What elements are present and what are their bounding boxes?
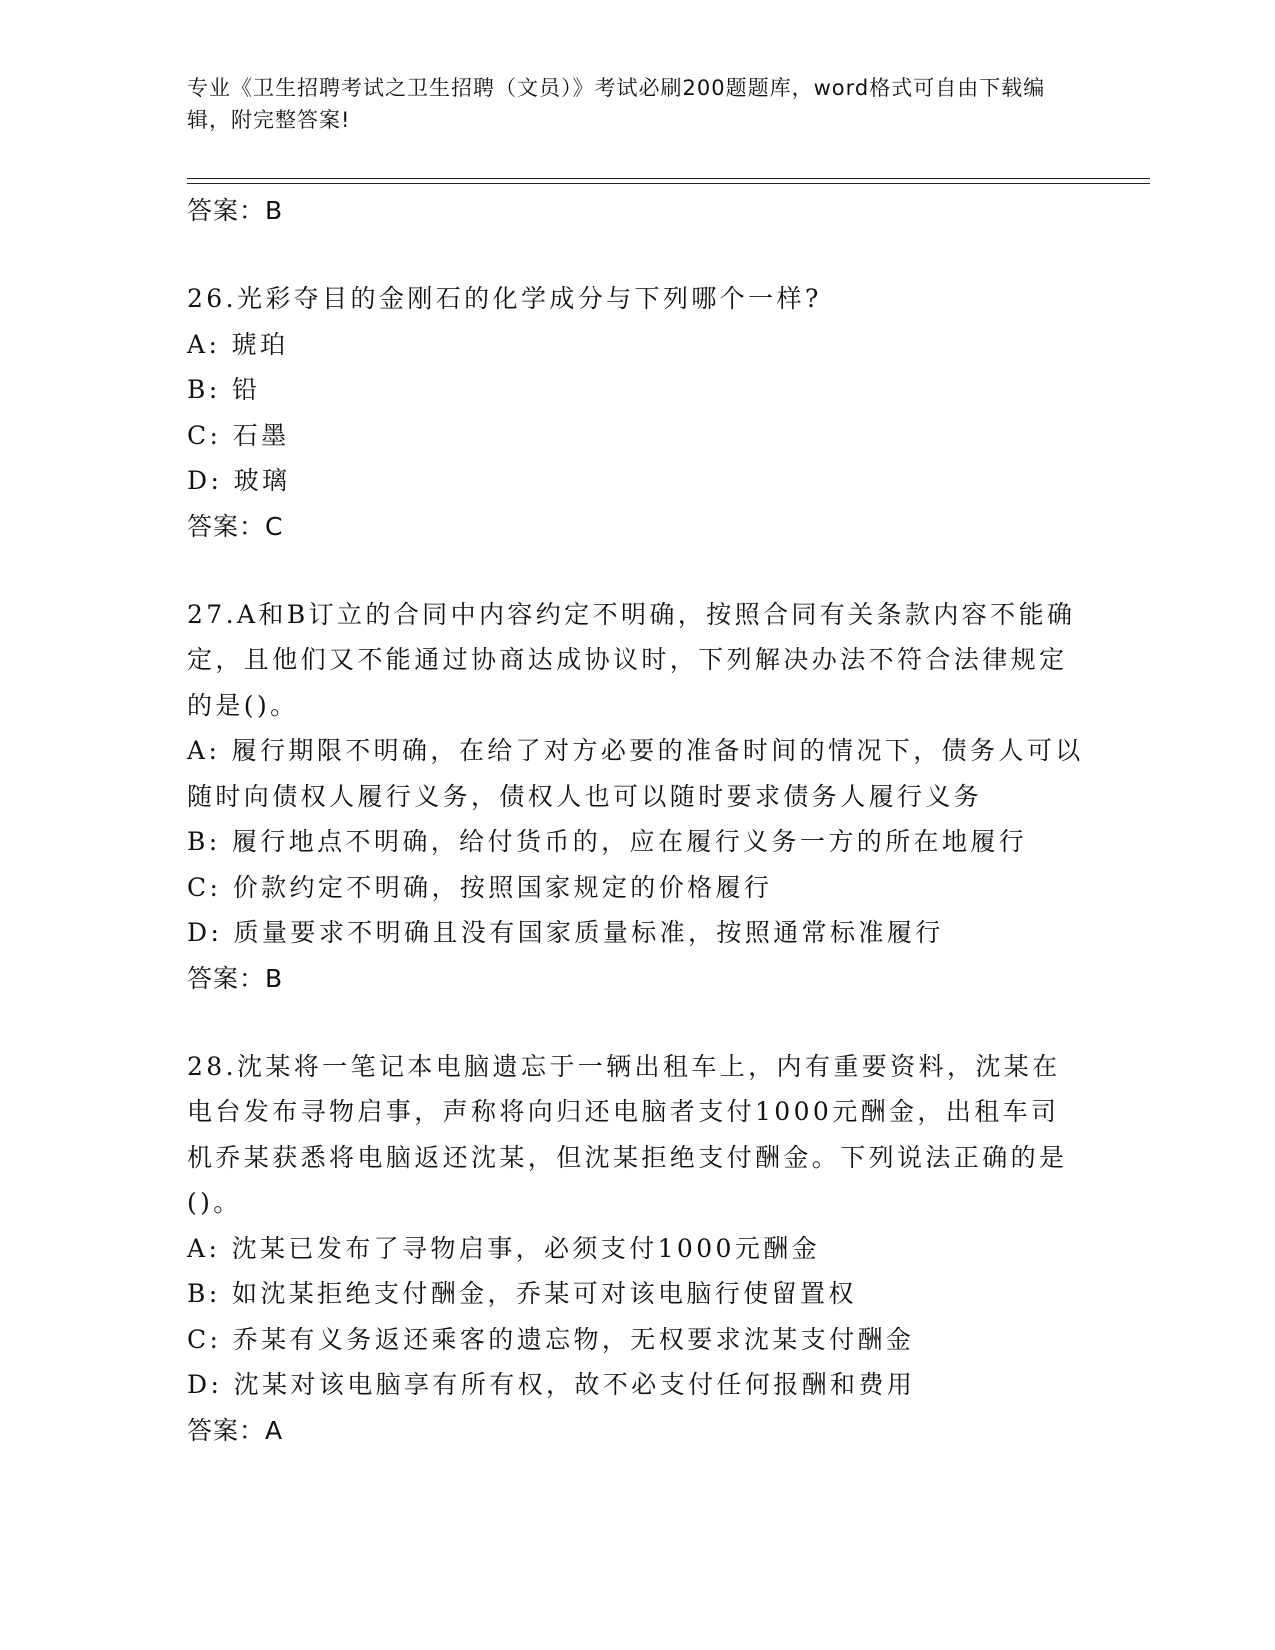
question-list: [187, 188, 1087, 1496]
option-c: C: 价款约定不明确，按照国家规定的价格履行: [187, 872, 773, 902]
answer-26: 答案：C: [187, 511, 284, 541]
header-rule-top: [187, 178, 1150, 179]
option-b: B: 如沈某拒绝支付酬金，乔某可对该电脑行使留置权: [187, 1279, 857, 1308]
question-26: [187, 276, 1087, 550]
option-c: C: 乔某有义务返还乘客的遗忘物，无权要求沈某支付酬金: [187, 1324, 915, 1354]
option-b: B: 履行地点不明确，给付货币的，应在履行义务一方的所在地履行: [187, 827, 1028, 856]
question-text: 26.光彩夺目的金刚石的化学成分与下列哪个一样?: [187, 284, 822, 313]
document-header: 专业《卫生招聘考试之卫生招聘（文员）》考试必刷200题题库，word格式可自由下载编辑，附完整答案!: [187, 76, 1046, 132]
option-d: D: 质量要求不明确且没有国家质量标准，按照通常标准履行: [187, 918, 944, 947]
previous-answer: 答案：B: [187, 196, 284, 225]
question-text: 27.A和B订立的合同中内容约定不明确，按照合同有关条款内容不能确定，且他们又不能通过协商达成协议时，下列解决办法不符合法律规定的是()。: [187, 599, 1076, 720]
answer-28: 答案：A: [187, 1415, 284, 1445]
answer-27: 答案：B: [187, 963, 284, 993]
question-27: [187, 592, 1087, 1002]
option-a: A: 沈某已发布了寻物启事，必须支付1000元酬金: [187, 1233, 821, 1263]
option-d: D: 沈某对该电脑享有所有权，故不必支付任何报酬和费用: [187, 1370, 916, 1399]
option-d: D: 玻璃: [187, 466, 291, 495]
option-b: B: 铅: [187, 375, 261, 404]
question-text: 28.沈某将一笔记本电脑遗忘于一辆出租车上，内有重要资料，沈某在电台发布寻物启事，声称将向归还电脑者支付1000元酬金，出租车司机乔某获悉将电脑返还沈某，但沈某拒绝支付酬金。下列说法正确的是()。: [187, 1051, 1068, 1217]
option-a: A: 琥珀: [187, 329, 289, 359]
option-a: A: 履行期限不明确，在给了对方必要的准备时间的情况下，债务人可以随时向债权人履行义务，债权人也可以随时要求债务人履行义务: [187, 736, 1084, 811]
header-rule-bottom: [187, 183, 1150, 184]
option-c: C: 石墨: [187, 420, 290, 450]
question-28: [187, 1044, 1087, 1454]
